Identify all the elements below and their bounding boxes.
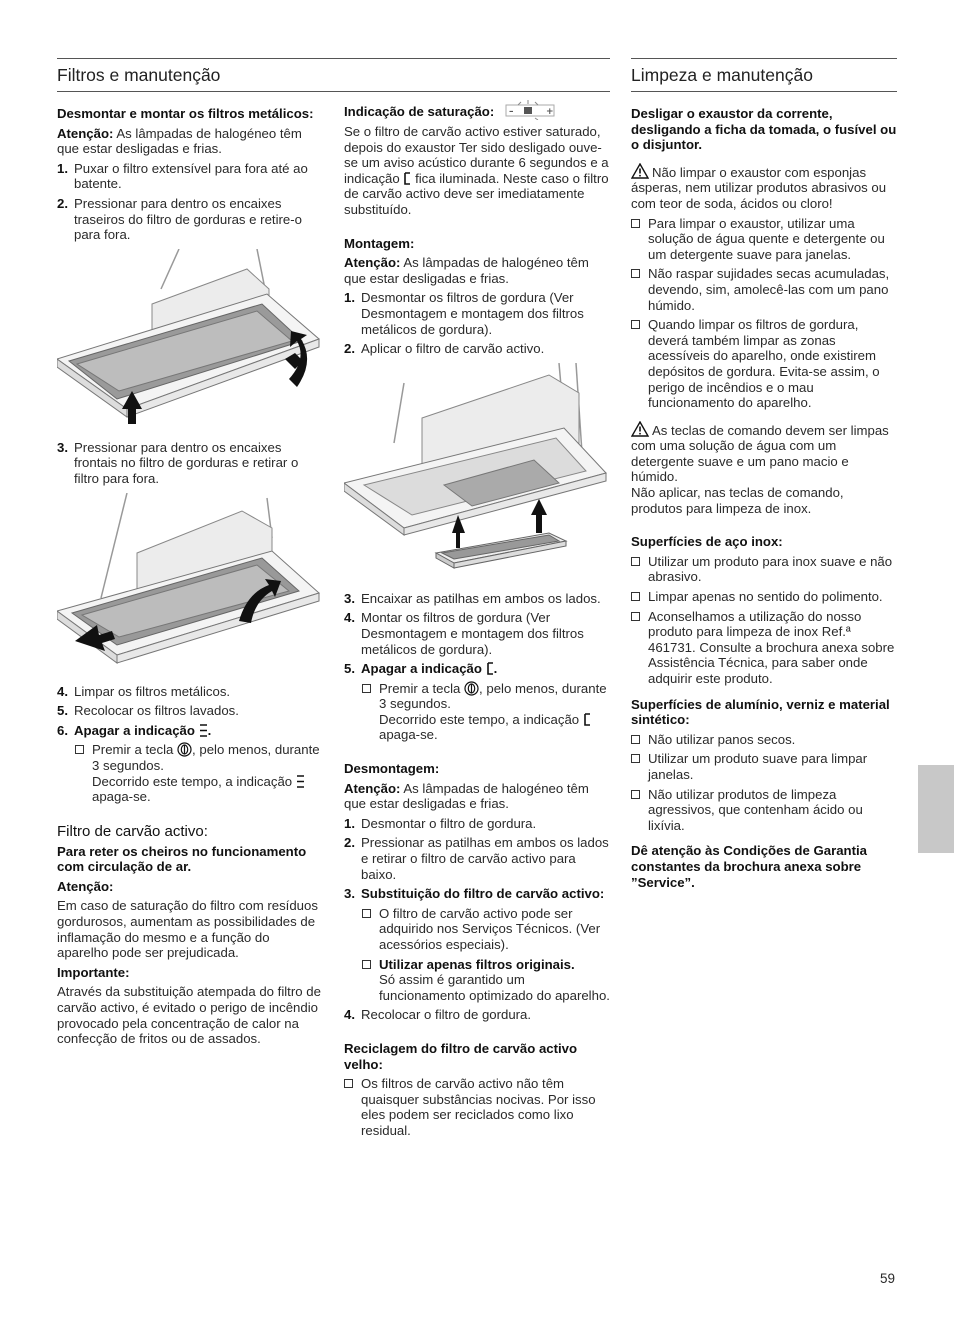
assembly-step-4: 4. Montar os filtros de gordura (Ver Desmontagem e montagem dos filtros metálicos de gordura). [344, 610, 584, 657]
warning-control-keys: As teclas de comando devem ser limpas com uma solução de água com um detergente suave e um pano macio e húmido. Não aplicar, nas teclas de comando, produtos para limpeza de inox. [631, 422, 889, 516]
svg-text:+: + [545, 107, 554, 117]
disassembly-step-1: 1. Desmontar o filtro de gordura. [344, 815, 537, 831]
warranty-note: Dê atenção às Condições de Garantia constantes da brochura anexa sobre ”Service”. [631, 843, 867, 890]
important-label: Importante: [57, 964, 130, 980]
aluminium-tip: Não utilizar produtos de limpeza agressivos, que contenham ácido ou lixívia. [631, 787, 897, 834]
page-number: 59 [880, 1271, 896, 1286]
svg-text:–: – [508, 107, 514, 117]
stainless-heading: Superfícies de aço inox: [631, 534, 783, 550]
aluminium-tip: Utilizar um produto suave para limpar janelas. [631, 751, 897, 782]
important-text: Através da substituição atempada do filtro de carvão activo, é evitado o perigo de incêndio provocado pela concentração de calor na confecção de fritos ou de assados. [57, 984, 321, 1047]
assembly-heading: Montagem: [344, 235, 415, 251]
hood-rear-latch-illustration [57, 249, 323, 434]
disconnect-warning: Desligar o exaustor da corrente, desligando a ficha da tomada, o fusível ou o disjuntor. [631, 106, 897, 153]
carbon-filter-indicator-icon [403, 172, 411, 185]
left-column [57, 58, 323, 1051]
carbon-filter-purpose: Para reter os cheiros no funcionamento com circulação de ar. [57, 843, 307, 875]
recycling-heading: Reciclagem do filtro de carvão activo velho: [344, 1040, 578, 1072]
carbon-filter-heading: Filtro de carvão activo: [57, 822, 208, 840]
assembly-step-5: 5. Apagar a indicação . [344, 661, 498, 677]
carbon-filter-install-illustration [344, 363, 610, 585]
warning-triangle-icon [631, 163, 649, 179]
attention-paragraph: Atenção: As lâmpadas de halogéneo têm que estar desligadas e frias. [57, 125, 302, 157]
step-2: 2. Pressionar para dentro os encaixes traseiros do filtro de gorduras e retire-o para fora. [57, 195, 302, 243]
attention-paragraph: Atenção: As lâmpadas de halogéneo têm que estar desligadas e frias. [344, 780, 589, 812]
cleaning-tip: Não raspar sujidades secas acumuladas, devendo, sim, amolecê-las com um pano húmido. [631, 266, 897, 313]
section-title-cleaning: Limpeza e manutenção [631, 58, 897, 92]
stainless-tip: Aconselhamos a utilização do nosso produto para limpeza de inox Ref.ª 461731. Consulte a brochura anexa sobre Assistência Técnica, para saber onde adquirir este produto. [631, 609, 897, 687]
saturation-indicator-icon [504, 100, 556, 120]
section-title-filters: Filtros e manutenção [57, 58, 610, 92]
carbon-attention-text: Em caso de saturação do filtro com resíduos gordurosos, aumentam as possibilidades de inflamação do mesmo e a função do aparelho pode ser prejudicada. [57, 898, 318, 961]
grease-filter-indicator-icon [199, 724, 208, 737]
cleaning-tip: Quando limpar os filtros de gordura, deverá também limpar as zonas acessíveis do aparelho, onde existirem depósitos de gordura. Evita-se assim, o perigo de incêndios e o mau funcionamento do aparelho. [631, 317, 897, 411]
original-filters-note: Utilizar apenas filtros originais. Só assim é garantido um funcionamento optimizado do aparelho. [344, 957, 610, 1004]
disassembly-step-3: 3. Substituição do filtro de carvão activo: [344, 886, 605, 902]
cleaning-tip: Para limpar o exaustor, utilizar uma solução de água quente e detergente ou um detergente suave para janelas. [631, 216, 897, 263]
step-5: 5. Recolocar os filtros lavados. [57, 703, 239, 719]
saturation-text: Se o filtro de carvão activo estiver saturado, depois do exaustor Ter sido desligado ouve-se um aviso acústico durante 6 segundos e a indicação fica iluminada. Neste caso o filtro de carvão activo deve ser imediatamente substituído. [344, 124, 609, 217]
side-tab-marker [918, 765, 954, 853]
replacement-note: O filtro de carvão activo pode ser adquirido nos Serviços Técnicos. (Ver acessórios especiais). [344, 906, 610, 953]
warning-triangle-icon [631, 421, 649, 437]
heading-metal-filters: Desmontar e montar os filtros metálicos: [57, 106, 314, 121]
step-6: 6. Apagar a indicação . [57, 722, 212, 738]
carbon-filter-indicator-icon [486, 662, 494, 675]
grease-filter-indicator-icon [296, 775, 305, 788]
right-column [631, 58, 897, 894]
disassembly-step-4: 4. Recolocar o filtro de gordura. [344, 1007, 532, 1023]
saturation-heading: Indicação de saturação: – + [344, 100, 610, 120]
step-3: 3. Pressionar para dentro os encaixes frontais no filtro de gorduras e retirar o filtro para fora. [57, 439, 299, 486]
aluminium-heading: Superfícies de alumínio, verniz e material sintético: [631, 696, 890, 728]
carbon-filter-indicator-icon [583, 713, 591, 726]
warning-no-abrasives: Não limpar o exaustor com esponjas ásperas, nem utilizar produtos abrasivos ou com teor de soda, ácidos ou cloro! [631, 164, 887, 211]
step-1: 1. Puxar o filtro extensível para fora até ao batente. [57, 160, 308, 192]
step-4: 4. Limpar os filtros metálicos. [57, 683, 231, 699]
disassembly-heading: Desmontagem: [344, 761, 440, 777]
assembly-step-1: 1. Desmontar os filtros de gordura (Ver Desmontagem e montagem dos filtros metálicos de gordura). [344, 290, 584, 337]
assembly-step-2: 2. Aplicar o filtro de carvão activo. [344, 341, 545, 357]
fan-key-icon [464, 681, 479, 696]
middle-column [344, 100, 610, 1143]
attention-paragraph: Atenção: As lâmpadas de halogéneo têm que estar desligadas e frias. [344, 255, 589, 286]
hood-front-latch-illustration [57, 493, 323, 678]
disassembly-step-2: 2. Pressionar as patilhas em ambos os lados e retirar o filtro de carvão activo para baixo. [344, 835, 609, 882]
fan-key-icon [177, 742, 192, 757]
aluminium-tip: Não utilizar panos secos. [631, 732, 897, 748]
carbon-attention-label: Atenção: [57, 878, 114, 894]
recycling-note: Os filtros de carvão activo não têm quaisquer substâncias nocivas. Por isso eles podem ser reciclados como lixo residual. [344, 1076, 610, 1138]
stainless-tip: Utilizar um produto para inox suave e não abrasivo. [631, 554, 897, 585]
assembly-step-5-instruction: Premir a tecla , pelo menos, durante 3 segundos. Decorrido este tempo, a indicação apaga-se. [344, 681, 610, 743]
step-6-instruction: Premir a tecla , pelo menos, durante 3 segundos. Decorrido este tempo, a indicação apaga-se. [57, 742, 323, 804]
assembly-step-3: 3. Encaixar as patilhas em ambos os lados. [344, 590, 601, 606]
stainless-tip: Limpar apenas no sentido do polimento. [631, 589, 897, 605]
